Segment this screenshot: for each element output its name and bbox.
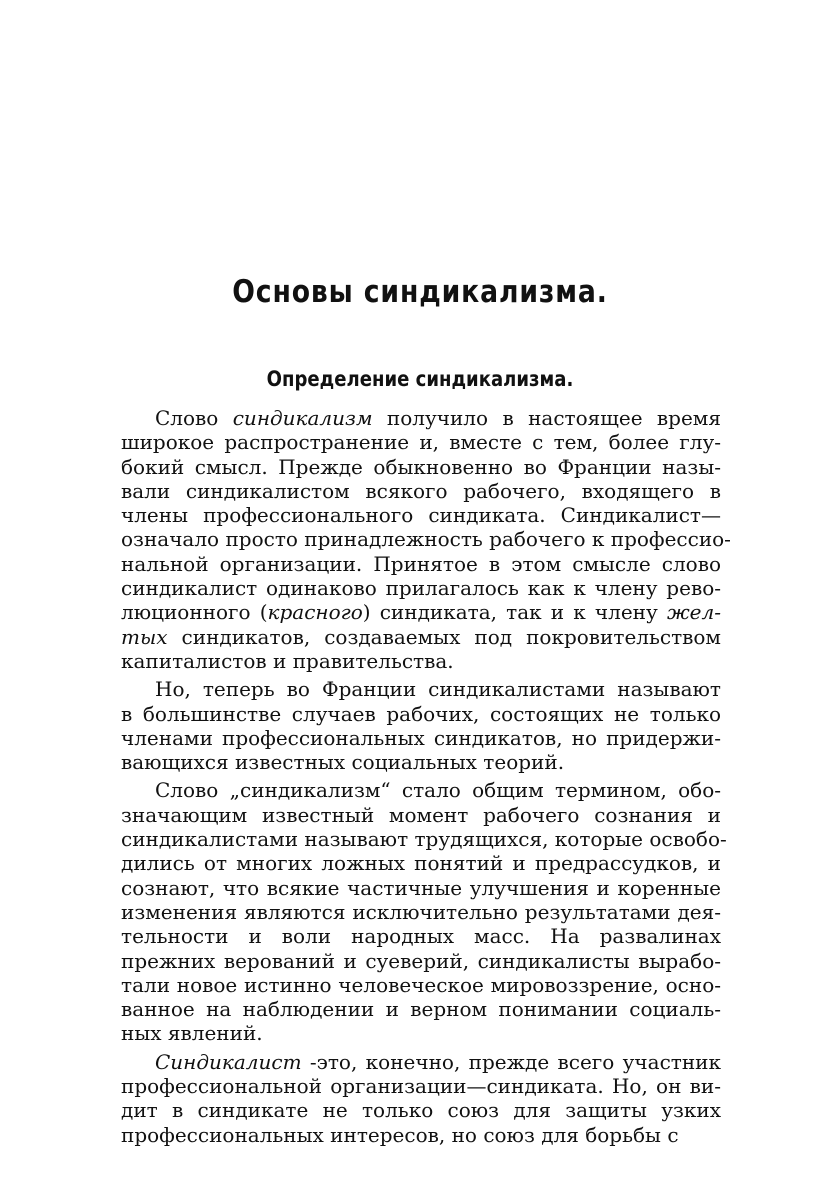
text-line: тых синдикатов, создаваемых под покровительством (121, 624, 721, 649)
text-line: изменения являются исключительно результатами дея- (121, 899, 721, 924)
text-line: синдикалистами называют трудящихся, которые освобо- (121, 827, 727, 852)
text-line: тельности и воли народных масс. На развалинах (121, 924, 721, 949)
paragraph (121, 778, 727, 1046)
paragraph (121, 1050, 721, 1147)
emphasis: жел- (666, 600, 721, 625)
emphasis: красного (267, 600, 363, 625)
text-line: прежних верований и суеверий, синдикалисты вырабо- (121, 948, 721, 973)
text-line: тали новое истинно человеческое мировоззрение, осно- (121, 972, 721, 997)
emphasis: синдикализм (232, 406, 373, 430)
text-line: синдикалист одинаково прилагалось как к члену рево- (121, 576, 721, 601)
text-line: капиталистов и правительства. (121, 648, 454, 673)
text-line: Слово „синдикализм“ стало общим термином, обо- (155, 778, 721, 803)
text-line: профессиональной организации—синдиката. Но, он ви- (121, 1074, 721, 1099)
text-line: люционного (красного) синдиката, так и к члену жел- (121, 600, 721, 625)
text-line: члены профессионального синдиката. Синдикалист— (121, 503, 721, 528)
emphasis: тых (121, 624, 168, 649)
text-line: ных явлений. (121, 1021, 263, 1046)
text-line: профессиональных интересов, но союз для борьбы с (121, 1122, 679, 1147)
page-title: Основы синдикализма. (232, 274, 608, 310)
text-line: ванное на наблюдении и верном понимании социаль- (121, 997, 721, 1022)
text-line: сознают, что всякие частичные улучшения и коренные (121, 875, 721, 900)
text-line: Но, теперь во Франции синдикалистами называют (155, 677, 721, 702)
emphasis: Синдикалист (155, 1049, 302, 1074)
text-line: нальной организации. Принятое в этом смысле слово (121, 551, 721, 576)
text-line: дились от многих ложных понятий и предрассудков, и (121, 851, 721, 876)
paragraph (121, 406, 731, 673)
text-line: членами профессиональных синдикатов, но придержи- (121, 725, 721, 750)
text-line: дит в синдикате не только союз для защиты узких (121, 1098, 721, 1123)
text-line: значающим известный момент рабочего сознания и (121, 802, 721, 827)
text-line: вали синдикалистом всякого рабочего, входящего в (121, 478, 721, 503)
text-line: в большинстве случаев рабочих, состоящих не только (121, 701, 721, 726)
text-line: бокий смысл. Прежде обыкновенно во Франции назы- (121, 454, 721, 479)
text-line: вающихся известных социальных теорий. (121, 750, 565, 775)
body-text (121, 406, 731, 1147)
text-line: означало просто принадлежность рабочего к профессио- (121, 527, 731, 552)
paragraph (121, 677, 721, 774)
section-heading: Определение синдикализма. (266, 367, 574, 391)
text-line: Синдикалист -это, конечно, прежде всего участник (155, 1049, 721, 1074)
text-line: широкое распространение и, вместе с тем, более глу- (121, 430, 721, 455)
text-line: Слово синдикализм получило в настоящее время (155, 406, 721, 430)
